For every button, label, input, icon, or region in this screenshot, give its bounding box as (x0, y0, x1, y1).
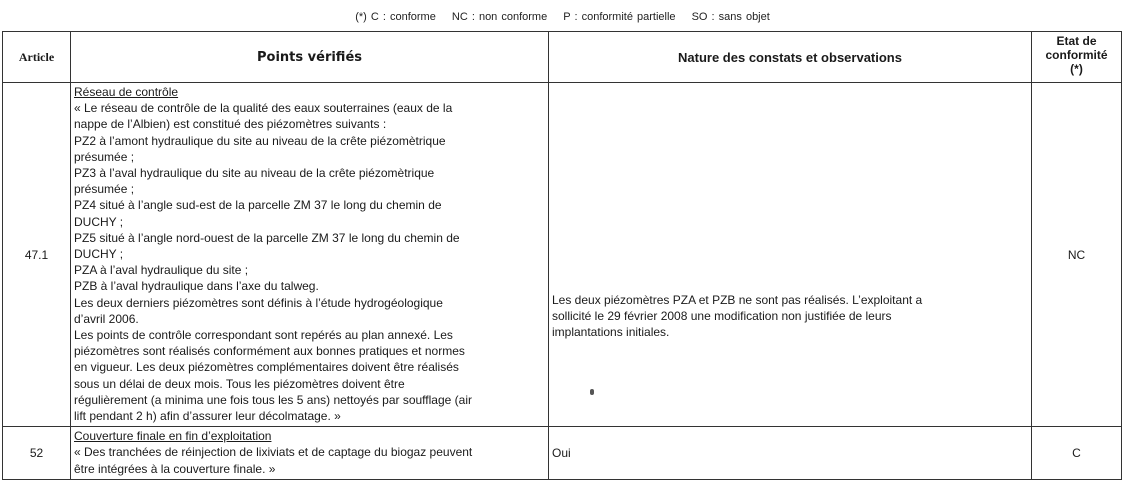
section-title: Couverture finale en fin d’exploitation (74, 429, 272, 444)
article-number: 47.1 (3, 83, 71, 427)
text-line: être intégrées à la couverture finale. » (74, 461, 276, 476)
legend-conformite-partielle: P : conformité partielle (563, 11, 676, 23)
text-line: Les deux derniers piézomètres sont définis à l’étude hydrogéologique (74, 295, 443, 310)
observations-cell (549, 83, 1032, 427)
text-line: PZ3 à l’aval hydraulique du site au niveau de la crête piézomètrique (74, 166, 435, 181)
header-etat-line-1: Etat de (1056, 34, 1097, 48)
header-article: Article (3, 32, 71, 83)
text-line: DUCHY ; (74, 214, 124, 229)
header-row (3, 32, 1122, 83)
legend-non-conforme: NC : non conforme (451, 11, 548, 23)
legend-conforme: (*) C : conforme (355, 11, 436, 23)
table-row (3, 83, 1122, 427)
observation-line: Les deux piézomètres PZA et PZB ne sont pas réalisés. L’exploitant a (552, 293, 923, 307)
text-line: piézomètres sont réalisés conformément aux bonnes pratiques et normes (74, 344, 465, 359)
inspection-table (2, 31, 1122, 480)
text-line: DUCHY ; (74, 247, 124, 262)
text-line: « Des tranchées de réinjection de lixiviats et de captage du biogaz peuvent (74, 445, 473, 460)
observations-cell (549, 427, 1032, 480)
text-line: sous un délai de deux mois. Tous les piézomètres doivent être (74, 376, 405, 391)
text-line: PZA à l’aval hydraulique du site ; (74, 263, 249, 278)
section-title: Réseau de contrôle (74, 85, 179, 99)
header-etat-conformite (1032, 32, 1122, 83)
text-line: nappe de l’Albien) est constitué des piézomètres suivants : (74, 117, 387, 132)
conformity-legend (0, 11, 1125, 23)
conformity-status: C (1032, 427, 1122, 480)
header-nature-constats: Nature des constats et observations (549, 32, 1032, 83)
points-verifies-cell (71, 427, 549, 480)
observation-line: Oui (552, 445, 571, 460)
legend-sans-objet: SO : sans objet (691, 11, 770, 23)
text-line: PZB à l’aval hydraulique dans l’axe du talweg. (74, 279, 319, 294)
header-points-verifies: Points vérifiés (71, 32, 549, 83)
text-line: PZ2 à l’amont hydraulique du site au niveau de la crête piézomètrique (74, 133, 446, 148)
observation-line: implantations initiales. (552, 325, 670, 340)
text-line: lift pendant 2 h) afin d’assurer leur décolmatage. » (74, 409, 341, 424)
text-line: PZ4 situé à l’angle sud-est de la parcelle ZM 37 le long du chemin de (74, 198, 442, 213)
table-row (3, 427, 1122, 480)
header-etat-line-3: (*) (1070, 62, 1083, 76)
observation-line: sollicité le 29 février 2008 une modification non justifiée de leurs (552, 309, 892, 324)
text-line: « Le réseau de contrôle de la qualité des eaux souterraines (eaux de la (74, 101, 453, 116)
text-line: PZ5 situé à l’angle nord-ouest de la parcelle ZM 37 le long du chemin de (74, 230, 460, 245)
text-line: régulièrement (a minima une fois tous les 5 ans) nettoyés par soufflage (air (74, 392, 472, 407)
header-etat-line-2: conformité (1045, 48, 1108, 62)
text-line: en vigueur. Les deux piézomètres complémentaires doivent être réalisés (74, 360, 459, 375)
text-line: présumée ; (74, 149, 135, 164)
points-verifies-cell (71, 83, 549, 427)
text-line: Les points de contrôle correspondant sont repérés au plan annexé. Les (74, 328, 453, 343)
text-line: d’avril 2006. (74, 311, 139, 326)
scan-speck (590, 389, 594, 395)
text-line: présumée ; (74, 182, 135, 197)
article-number: 52 (3, 427, 71, 480)
conformity-status: NC (1032, 83, 1122, 427)
